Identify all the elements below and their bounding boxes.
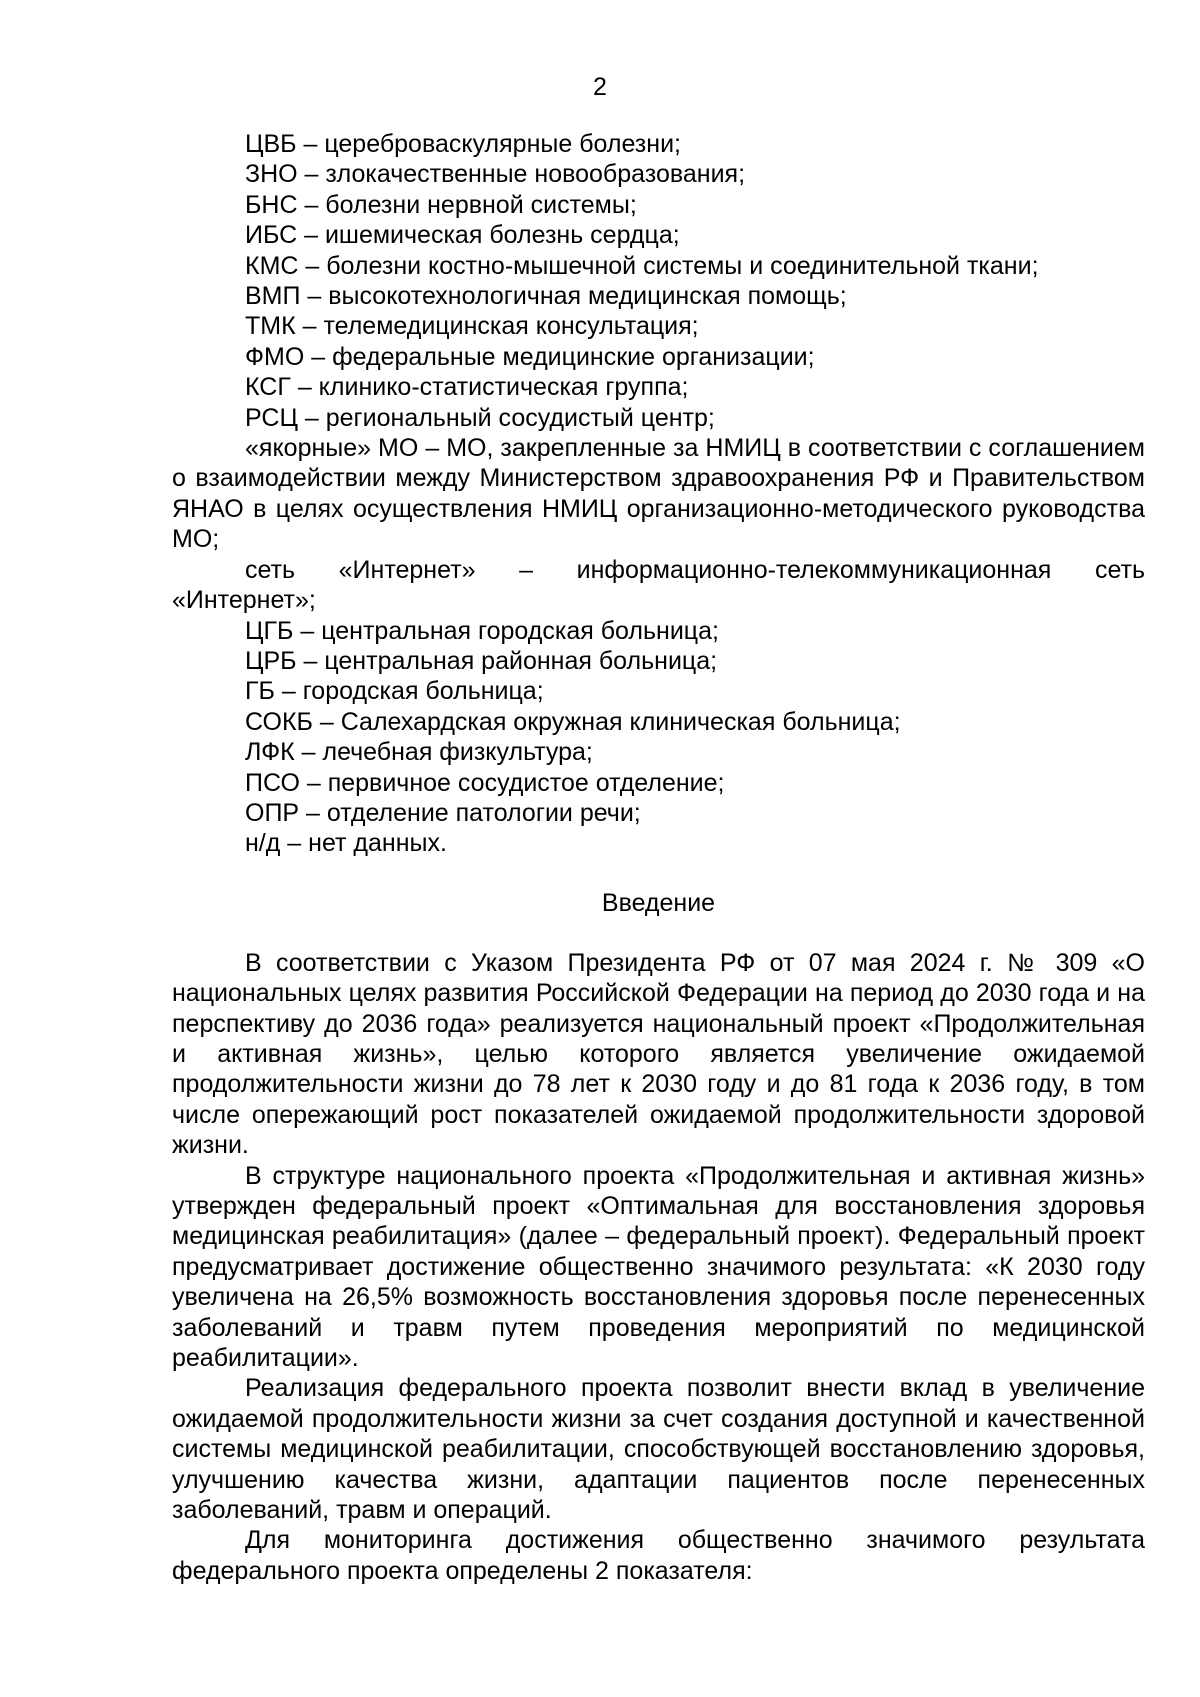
- abbreviation-item: КМС – болезни костно-мышечной системы и соединительной ткани;: [245, 251, 1039, 280]
- document-body: [172, 129, 1145, 1586]
- intro-paragraph: В соответствии с Указом Президента РФ от 07 мая 2024 г. № 309 «О национальных целях развития Российской Федерации на период до 2030 года и на перспективу до 2036 года» реализуется национальный проект «Продолжительная и активная жизнь», целью которого является увеличение ожидаемой продолжительности жизни до 78 лет к 2030 году и до 81 года к 2036 году, в том числе опережающий рост показателей ожидаемой продолжительности здоровой жизни.: [172, 948, 1145, 1160]
- intro-paragraph: В структуре национального проекта «Продолжительная и активная жизнь» утвержден федеральный проект «Оптимальная для восстановления здоровья медицинская реабилитация» (далее – федеральный проект). Федеральный проект предусматривает достижение общественно значимого результата: «К 2030 году увеличена на 26,5% возможность восстановления здоровья после перенесенных заболеваний и травм путем проведения мероприятий по медицинской реабилитации».: [172, 1161, 1145, 1373]
- abbreviation-list: [172, 129, 1145, 433]
- introduction-text: [172, 948, 1145, 1587]
- intro-paragraph: Для мониторинга достижения общественно значимого результата федерального проекта определены 2 показателя:: [172, 1526, 1145, 1585]
- abbreviation-list-2: [172, 616, 1145, 859]
- abbreviation-item: ЦГБ – центральная городская больница;: [245, 616, 719, 645]
- abbreviation-item: КСГ – клинико-статистическая группа;: [245, 373, 689, 402]
- abbreviation-item: ВМП – высокотехнологичная медицинская помощь;: [245, 282, 847, 311]
- abbreviation-item: ЦРБ – центральная районная больница;: [245, 646, 718, 675]
- abbreviation-item: ИБС – ишемическая болезнь сердца;: [245, 221, 680, 250]
- abbreviation-item: ПСО – первичное сосудистое отделение;: [245, 768, 725, 797]
- abbreviation-item: ЦВБ – цереброваскулярные болезни;: [245, 130, 681, 158]
- abbreviation-item: н/д – нет данных.: [245, 829, 447, 858]
- section-title: Введение: [601, 888, 716, 917]
- abbreviation-item: ЗНО – злокачественные новообразования;: [245, 160, 746, 189]
- intro-paragraph: Реализация федерального проекта позволит внести вклад в увеличение ожидаемой продолжительности жизни за счет создания доступной и качественной системы медицинской реабилитации, способствующей восстановлению здоровья, улучшению качества жизни, адаптации пациентов после перенесенных заболеваний, травм и операций.: [172, 1374, 1145, 1525]
- abbreviation-item: ГБ – городская больница;: [245, 677, 544, 706]
- page-number: 2: [593, 73, 607, 101]
- abbreviation-item: ЛФК – лечебная физкультура;: [245, 738, 593, 767]
- abbreviation-item: ФМО – федеральные медицинские организации;: [245, 342, 815, 371]
- abbreviation-item: БНС – болезни нервной системы;: [245, 190, 637, 219]
- abbreviation-item: РСЦ – региональный сосудистый центр;: [245, 403, 715, 432]
- abbreviation-internet: сеть «Интернет» – информационно-телекоммуникационная сеть «Интернет»;: [172, 555, 1145, 615]
- abbreviation-item: СОКБ – Салехардская окружная клиническая больница;: [245, 707, 901, 736]
- abbreviation-anchor-mo: «якорные» МО – МО, закрепленные за НМИЦ в соответствии с соглашением о взаимодействии между Министерством здравоохранения РФ и Правительством ЯНАО в целях осуществления НМИЦ организационно-методического руководства МО;: [172, 434, 1145, 554]
- abbreviation-item: ТМК – телемедицинская консультация;: [245, 312, 699, 341]
- abbreviation-item: ОПР – отделение патологии речи;: [245, 798, 641, 827]
